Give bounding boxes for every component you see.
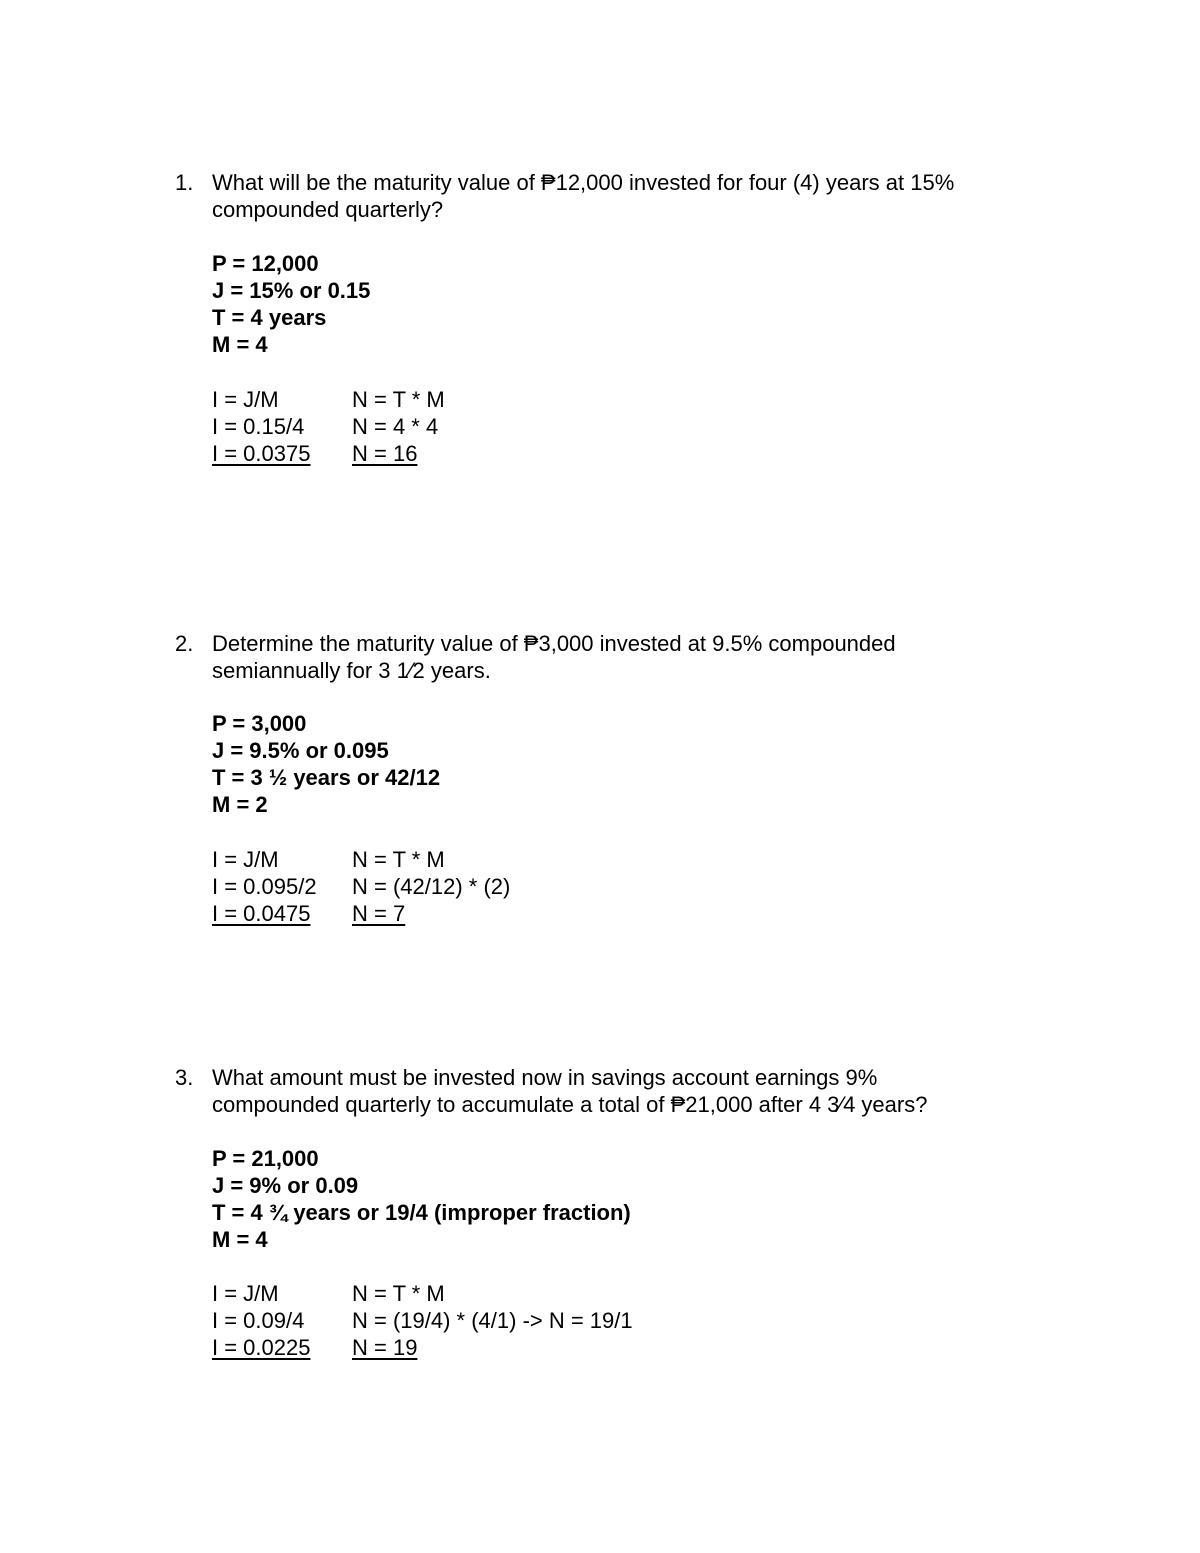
given-p: P = 21,000	[212, 1146, 319, 1171]
i-step: I = J/M	[212, 1281, 279, 1306]
problem-number: 1.	[175, 170, 194, 195]
question-line: What will be the maturity value of ₱12,000 invested for four (4) years at 15%	[212, 170, 955, 195]
n-result: N = 16	[352, 441, 418, 466]
i-result: I = 0.0225	[212, 1335, 311, 1360]
given-values	[212, 710, 440, 818]
given-t: T = 4 years	[212, 305, 327, 330]
i-calculation	[212, 386, 310, 467]
i-result: I = 0.0475	[212, 901, 311, 926]
question-line: semiannually for 3 1⁄2 years.	[212, 658, 491, 683]
i-step: I = 0.095/2	[212, 874, 317, 899]
question-text	[212, 630, 1032, 684]
given-values	[212, 1145, 631, 1253]
given-m: M = 2	[212, 792, 268, 817]
n-calculation	[352, 1280, 633, 1361]
given-t: T = 4 ¾ years or 19/4 (improper fraction)	[212, 1200, 631, 1225]
question-line: What amount must be invested now in savings account earnings 9%	[212, 1065, 878, 1090]
question-line: compounded quarterly?	[212, 197, 444, 222]
given-j: J = 15% or 0.15	[212, 278, 371, 303]
n-result: N = 7	[352, 901, 406, 926]
n-step: N = (42/12) * (2)	[352, 874, 511, 899]
question-line: compounded quarterly to accumulate a total of ₱21,000 after 4 3⁄4 years?	[212, 1092, 928, 1117]
i-step: I = 0.15/4	[212, 414, 305, 439]
i-step: I = J/M	[212, 847, 279, 872]
given-m: M = 4	[212, 332, 268, 357]
n-step: N = T * M	[352, 847, 445, 872]
i-step: I = 0.09/4	[212, 1308, 305, 1333]
n-result: N = 19	[352, 1335, 418, 1360]
given-t: T = 3 ½ years or 42/12	[212, 765, 441, 790]
i-step: I = J/M	[212, 387, 279, 412]
given-m: M = 4	[212, 1227, 268, 1252]
n-calculation	[352, 386, 445, 467]
n-calculation	[352, 846, 510, 927]
given-values	[212, 250, 370, 358]
i-result: I = 0.0375	[212, 441, 311, 466]
n-step: N = T * M	[352, 387, 445, 412]
given-j: J = 9.5% or 0.095	[212, 738, 389, 763]
question-text	[212, 1064, 1032, 1118]
given-p: P = 3,000	[212, 711, 307, 736]
i-calculation	[212, 846, 317, 927]
n-step: N = T * M	[352, 1281, 445, 1306]
given-j: J = 9% or 0.09	[212, 1173, 359, 1198]
problem-number: 2.	[175, 631, 194, 656]
i-calculation	[212, 1280, 310, 1361]
problem-number: 3.	[175, 1065, 194, 1090]
question-text	[212, 169, 1032, 223]
n-step: N = (19/4) * (4/1) -> N = 19/1	[352, 1308, 633, 1333]
given-p: P = 12,000	[212, 251, 319, 276]
n-step: N = 4 * 4	[352, 414, 439, 439]
question-line: Determine the maturity value of ₱3,000 invested at 9.5% compounded	[212, 631, 896, 656]
